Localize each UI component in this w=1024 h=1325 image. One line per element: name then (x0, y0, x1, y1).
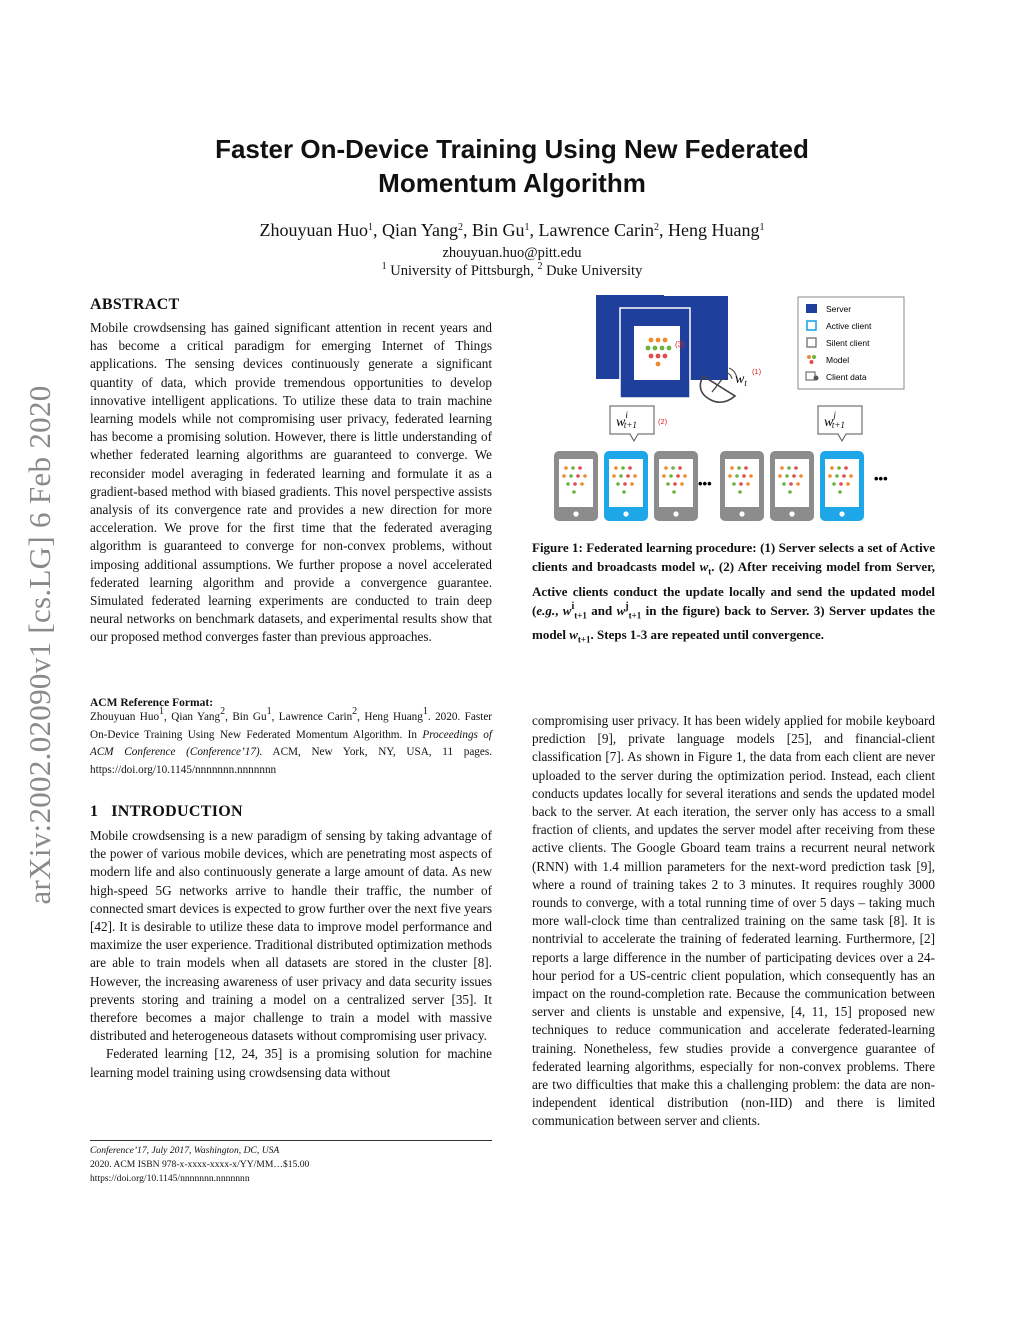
arxiv-id-text: arXiv:2002.02090v1 [cs.LG] 6 Feb 2020 (22, 385, 57, 905)
abstract-heading: ABSTRACT (90, 296, 180, 313)
abstract-section (90, 296, 492, 647)
legend-model: Model (826, 355, 850, 365)
affiliations (120, 263, 904, 280)
legend-server-swatch (806, 304, 817, 313)
affiliation-mark: 1 (381, 261, 387, 272)
author-name: Bin Gu (472, 220, 525, 240)
active-client-phone (820, 451, 864, 521)
step-2-label: (2) (658, 417, 668, 426)
silent-client-phone (720, 451, 764, 521)
legend-silent-client: Silent client (826, 338, 870, 348)
footnote-doi: https://doi.org/10.1145/nnnnnnn.nnnnnnn (90, 1173, 250, 1185)
federated-learning-diagram (548, 288, 934, 528)
footnote (90, 1144, 492, 1187)
author-name: Lawrence Carin (538, 220, 654, 240)
author-name: Zhouyuan Huo (259, 220, 369, 240)
silent-client-phone (770, 451, 814, 521)
footnote-isbn: 2020. ACM ISBN 978-x-xxxx-xxxx-x/YY/MM…$15.00 (90, 1159, 310, 1171)
footnote-divider (90, 1140, 492, 1141)
paper-title (120, 132, 904, 200)
introduction-continued (532, 712, 935, 1131)
legend-server: Server (826, 304, 852, 314)
intro-paragraph-2: Federated learning [12, 24, 35] is a promising solution for machine learning model training using crowdsensing data without (90, 1046, 492, 1080)
author-name: Heng Huang (667, 220, 760, 240)
affiliation-mark: 2 (653, 222, 659, 233)
introduction-heading: 1 INTRODUCTION (90, 803, 243, 820)
title-line-1: Faster On-Device Training Using New Federated (215, 134, 809, 164)
legend-silent-swatch (807, 338, 816, 347)
arxiv-identifier (14, 365, 66, 925)
active-client-phone (604, 451, 648, 521)
introduction-section (90, 803, 492, 1082)
acm-reference-text: Zhouyuan Huo$^1$, Qian Yang$^2$, Bin Gu$^1$, Lawrence Carin$^2$, Heng Huang$^1$. 2020. Faster On-Device Training Using New Federated Momentum Algorithm. In Proceedings of ACM Conference (Conference’17). ACM, New York, NY, USA, 11 pages. https://doi.org/10.1145/nnnnnnn.nnnnnnn (90, 706, 493, 776)
author-email: zhouyuan.huo@pitt.edu (442, 245, 582, 261)
affiliation-2: Duke University (546, 263, 643, 279)
intro-paragraph-1: Mobile crowdsensing is a new paradigm of sensing by taking advantage of the power of various mobile devices, which are penetrating most aspects of modern life and also continuously generate a large amount of data. As new high-speed 5G networks arrive to handle their traffic, the number of connected smart devices is expected to grow further over the next five years [42]. It is desirable to utilize these data to improve model performance and maximize the user experience. Traditional distributed optimization methods are able to train models when all datasets are stored in the cluster [8]. However, the increasing awareness of user privacy and data security issues prevents storing and training a model on a centralized server [35]. It therefore becomes a major challenge to train a model with massive distributed and heterogeneous datasets without compromising user privacy. (90, 828, 492, 1044)
acm-reference (90, 697, 492, 779)
silent-client-phone (654, 451, 698, 521)
legend-active-client: Active client (826, 321, 872, 331)
legend-active-swatch (807, 321, 816, 330)
svg-text:wjt+1: $w^j$ t+1 (824, 410, 845, 430)
affiliation-mark: 1 (368, 222, 374, 233)
affiliation-mark: 1 (524, 222, 530, 233)
figure-1 (548, 288, 934, 528)
affiliation-mark: 2 (458, 222, 464, 233)
figure-legend (798, 297, 904, 389)
acm-reference-heading: ACM Reference Format: (90, 697, 214, 709)
more-clients-ellipsis: ••• (874, 471, 888, 486)
step-1-label: (1) (752, 367, 762, 376)
author-list: Zhouyuan Huo$^1$, Qian Yang$^2$, Bin Gu$^1$, Lawrence Carin$^2$, Heng Huang$^1$ (259, 220, 765, 240)
more-clients-ellipsis: ••• (698, 476, 712, 491)
intro-right-column-text: compromising user privacy. It has been widely applied for mobile keyboard prediction [9], private language models [25], and financial-client classification [7]. As shown in Figure 1, the data from each client are never uploaded to the server during the optimization period. Instead, each client conducts updates locally for several iterations and sends the updated model back to the server. At each iteration, the server only has access to a small fraction of clients, and updates the server model after receiving from these active clients. The Google Gboard team trains a recurrent neural network (RNN) with 1.4 million parameters for the next-word prediction task [9], where a round of training takes 2 to 3 minutes. It requires roughly 3000 rounds to converge, with a total running time of over 5 days – taking much more wall-clock time than centralized training on the same task [8]. It is nontrivial to accelerate the training of federated learning. Furthermore, [2] reports a large difference in the number of participating devices over a 24-hour period for a US-centric client population, which consequently has an impact on the round-completion rate. Because the communication between server and clients is unstable and expensive, [4, 11, 15] proposed new techniques to reduce communication and accelerate federated-learning training. Nonetheless, few studies provide a convergence guarantee of federated learning algorithms, especially for non-convex problems. There are two difficulties that make this a challenging problem: the data are non-independent identical distribution (non-IID) and there is limited communication between server and clients. (532, 713, 935, 1129)
figure-1-caption: Figure 1: Federated learning procedure: (1) Server selects a set of Active clients and broadcasts model $w_t$. (2) After receiving model from Server, Active clients conduct the update locally and send the updated model (e.g., $w^i_{t+1}$ and $w^j_{t+1}$ in the figure) back to Server. 3) Server updates the model $w_{t+1}$. Steps 1-3 are repeated until convergence. (532, 540, 936, 645)
affiliation-mark: 2 (537, 261, 543, 272)
broadcast-model-label: $w_t$ (735, 372, 747, 388)
author-name: Qian Yang (382, 220, 459, 240)
update-bubble-i (610, 406, 654, 441)
update-bubble-j (818, 406, 862, 441)
legend-client-data: Client data (826, 372, 867, 382)
server-model-panel (634, 326, 680, 380)
svg-text:wit+1: $w^i$ t+1 (616, 410, 637, 430)
affiliation-1: University of Pittsburgh, (390, 263, 534, 279)
abstract-text: Mobile crowdsensing has gained significant attention in recent years and has become a critical paradigm for emerging Internet of Things applications. The sensing devices continuously generate a significant quantity of data, which provide tremendous opportunities to develop innovative intelligent applications. To utilize these data to train machine learning models while not compromising user privacy, federated learning has become a promising solution. However, there is little understanding of whether federated learning algorithms are guaranteed to converge. We reconsider model averaging in federated learning and formulate it as a gradient-based method with biased gradients. This novel perspective assists analysis of its convergence rate and provides a new direction for more acceleration. We prove for the first time that the federated averaging algorithm is guaranteed to converge for non-convex problems, without imposing additional assumptions. We further propose a novel accelerated federated learning algorithm and provide a convergence guarantee. Simulated federated learning experiments are conducted to train deep neural networks on benchmark datasets, and experimental results show that our proposed method converges faster than previous approaches. (90, 320, 492, 645)
silent-client-phone (554, 451, 598, 521)
step-3-label: (3) (675, 340, 685, 349)
figure-caption (532, 538, 935, 650)
title-line-2: Momentum Algorithm (378, 168, 646, 198)
footnote-conference: Conference’17, July 2017, Washington, DC, USA (90, 1145, 280, 1156)
affiliation-mark: 1 (759, 222, 765, 233)
server-stack (596, 295, 728, 398)
